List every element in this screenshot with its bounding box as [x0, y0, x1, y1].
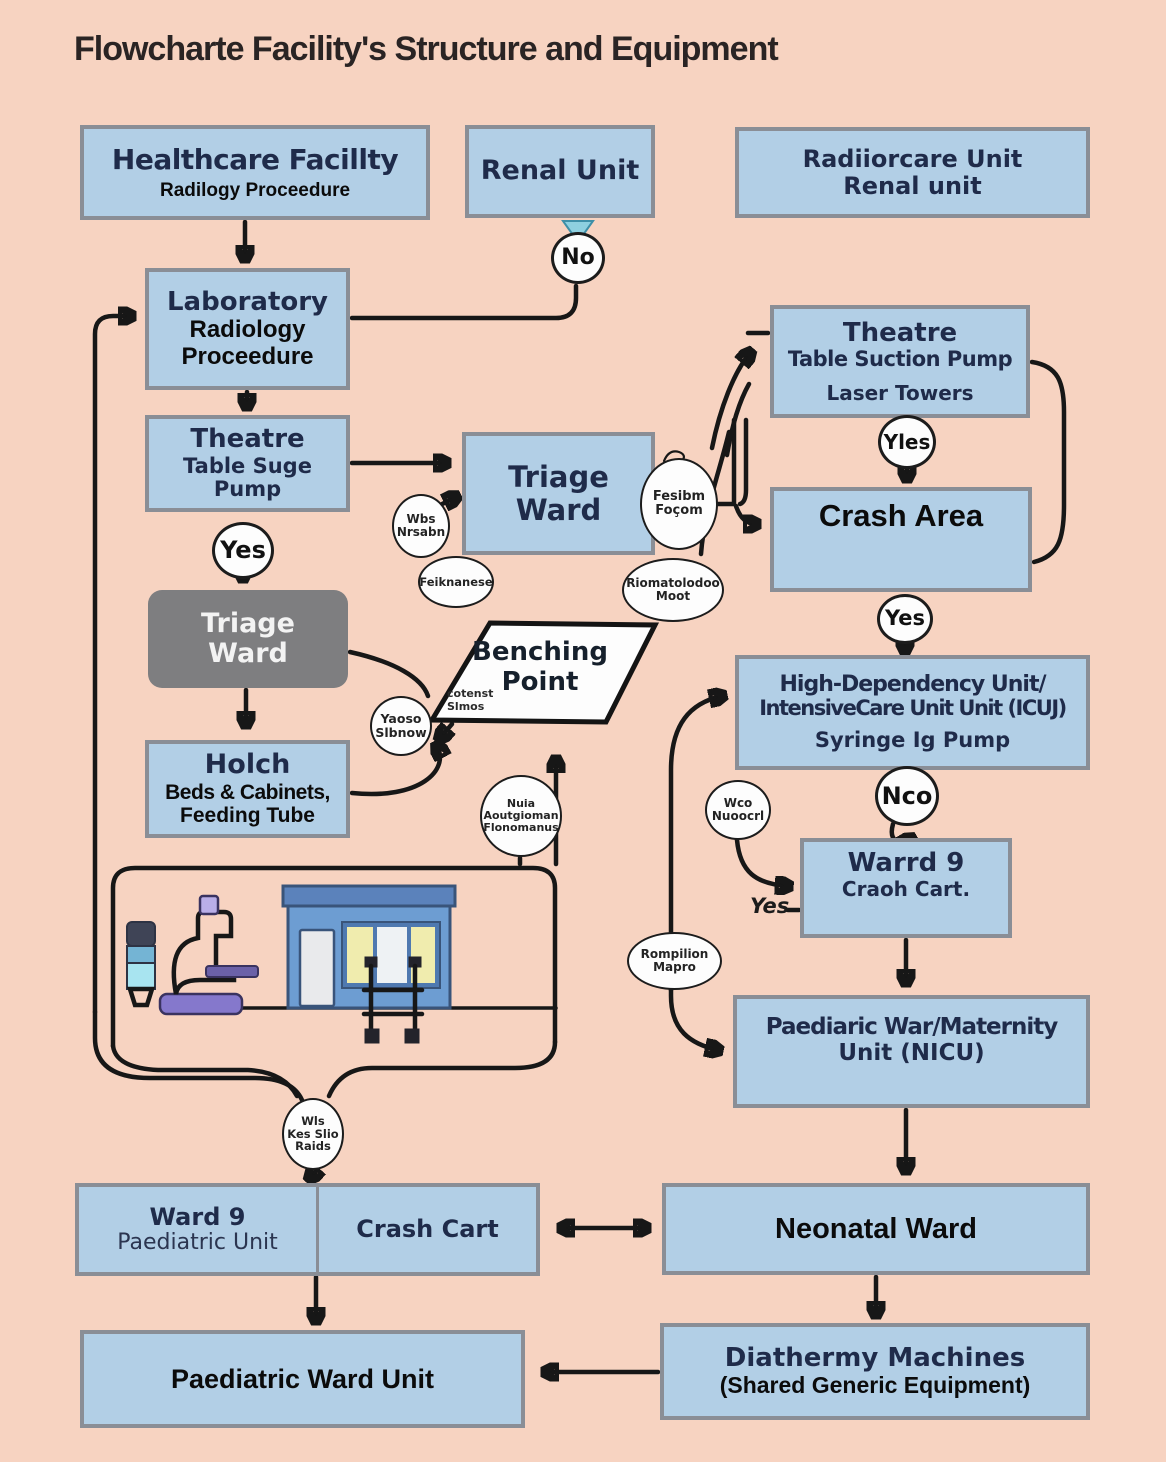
decision-label-text: No — [561, 244, 595, 270]
decision-label-yes-left — [212, 522, 274, 579]
decision-label-text: Yes — [750, 894, 790, 918]
node-subtitle: Table Suction Pump — [787, 347, 1013, 372]
node-title: High-Dependency Unit/ — [779, 671, 1046, 697]
garbled-label-wbs — [392, 494, 450, 558]
node-title: Paediaric War/Maternity — [765, 1014, 1058, 1040]
node-title: Benching — [472, 637, 608, 667]
decision-label-text: Yles — [883, 430, 931, 454]
node-maternity-nicu — [733, 995, 1090, 1108]
node-subtitle: Table Suge Pump — [183, 453, 312, 502]
node-title2: Ward — [208, 638, 288, 669]
node-subtitle: Radilogy Proceedure — [159, 180, 351, 202]
label-line: Wbs — [406, 511, 436, 526]
node-triage-ward — [462, 432, 655, 555]
node-healthcare-facility — [80, 125, 430, 220]
building-roof — [283, 886, 455, 906]
node-title: Triage — [201, 607, 295, 639]
garbled-label-nuia — [480, 775, 562, 857]
label-line: Slbnow — [375, 725, 427, 740]
garbled-label-riomatolodoo — [622, 558, 724, 622]
node-diathermy-machines — [660, 1323, 1090, 1420]
node-title: Holch — [204, 749, 291, 781]
label-line: Aoutgioman — [483, 808, 559, 822]
label-line: Kes Slio — [287, 1126, 339, 1141]
node-hdu-icu — [735, 655, 1090, 770]
node-title2: IntensiveCare Unit Unit (ICUJ) — [759, 696, 1066, 721]
node-line3: Proceedure — [181, 342, 314, 370]
decision-label-text: Yes — [220, 536, 266, 565]
microscope — [160, 896, 258, 1014]
node-crash-area — [770, 487, 1032, 592]
node-renal-unit — [465, 125, 655, 218]
node-theatre-suge-pump — [145, 415, 350, 512]
node-ward9-paediatric-split — [75, 1183, 540, 1276]
node-subtitle: (Shared Generic Equipment) — [719, 1372, 1031, 1399]
label-line: Nuia — [506, 796, 536, 810]
node-theatre-suction-pump — [770, 305, 1030, 418]
label-line: Flonomanus — [483, 821, 559, 835]
node-subtitle: Renal unit — [843, 171, 982, 200]
garbled-label-fesibm — [640, 458, 718, 550]
node-line2: Beds & Cabinets, — [165, 780, 330, 804]
garbled-label-yaoso — [370, 696, 432, 756]
label-line: Yaoso — [380, 711, 422, 727]
node-title: Warrd 9 — [847, 848, 965, 878]
node-subtitle: Paediatric Unit — [117, 1229, 278, 1255]
label-line: Nrsabn — [396, 525, 446, 539]
decision-label-no — [551, 232, 605, 284]
node-triage-ward-gray — [148, 590, 348, 688]
node-paediatric-ward-unit — [80, 1330, 525, 1428]
decision-label-yes-ward9 — [750, 894, 789, 918]
node-title: Theatre — [842, 317, 958, 348]
garbled-label-feiknanese — [418, 556, 494, 608]
benching-note — [447, 688, 493, 713]
node-ward9-crash-cart — [800, 838, 1012, 938]
benching-note-line1: cotenst — [447, 687, 494, 700]
node-neonatal-ward — [662, 1183, 1090, 1275]
window-pane — [377, 927, 407, 983]
benching-note-line2: Slmos — [447, 699, 485, 713]
node-title: Neonatal Ward — [775, 1212, 977, 1245]
node-equipment: Laser Towers — [826, 380, 974, 405]
node-radiorcare-unit — [735, 127, 1090, 218]
label-line: Fesibm — [652, 488, 706, 504]
label-line: Feiknanese — [419, 574, 493, 589]
node-title: Paediatric Ward Unit — [170, 1363, 435, 1394]
label-line: Raids — [295, 1139, 331, 1154]
decision-label-text: Yes — [884, 606, 926, 631]
node-title: Healthcare Facillty — [111, 142, 399, 176]
node-title: Theatre — [190, 424, 305, 455]
node-title2: Unit (NICU) — [838, 1039, 985, 1066]
cell-crash-cart — [319, 1187, 536, 1272]
facility-illustration — [127, 886, 556, 1042]
node-subtitle: Craoh Cart. — [841, 877, 971, 902]
label-line: Moot — [655, 589, 691, 603]
node-title: Laboratory — [166, 286, 328, 317]
node-title: Diathermy Machines — [724, 1343, 1026, 1374]
node-line2: Radiology — [189, 315, 306, 343]
label-line: Foçom — [655, 503, 703, 518]
cell-ward9 — [79, 1187, 319, 1272]
specimen-tube — [127, 922, 155, 1005]
decision-label-yes-crash — [877, 594, 933, 644]
garbled-label-wco — [705, 780, 771, 840]
decision-label-text: Nco — [881, 781, 933, 810]
garbled-label-rompilion — [627, 932, 722, 990]
node-title: Renal Unit — [480, 155, 640, 187]
node-title2: Point — [501, 666, 579, 697]
node-line3: Feeding Tube — [180, 804, 315, 828]
node-title: Crash Cart — [356, 1215, 499, 1244]
label-line: Rompilion — [640, 946, 709, 961]
decision-label-nco — [875, 766, 939, 826]
label-line: Nuoocrl — [711, 809, 765, 823]
building-door — [300, 930, 334, 1006]
page-title: Flowcharte Facility's Structure and Equipment — [74, 30, 778, 68]
label-line: Riomatolodoo — [626, 575, 720, 590]
node-equipment: Syringe Ig Pump — [814, 727, 1011, 752]
label-line: Mapro — [653, 960, 696, 974]
label-line: Wco — [723, 795, 753, 810]
decision-label-yles — [878, 415, 936, 469]
node-title: Crash Area — [818, 498, 984, 533]
node-title: Triage — [508, 460, 609, 495]
node-holch — [145, 740, 350, 838]
label-line: Wls — [301, 1114, 325, 1129]
node-laboratory — [145, 268, 350, 390]
node-title2: Ward — [515, 492, 602, 527]
node-title: Radiiorcare Unit — [802, 144, 1023, 173]
garbled-label-wls — [282, 1098, 344, 1170]
node-title: Ward 9 — [149, 1202, 246, 1231]
